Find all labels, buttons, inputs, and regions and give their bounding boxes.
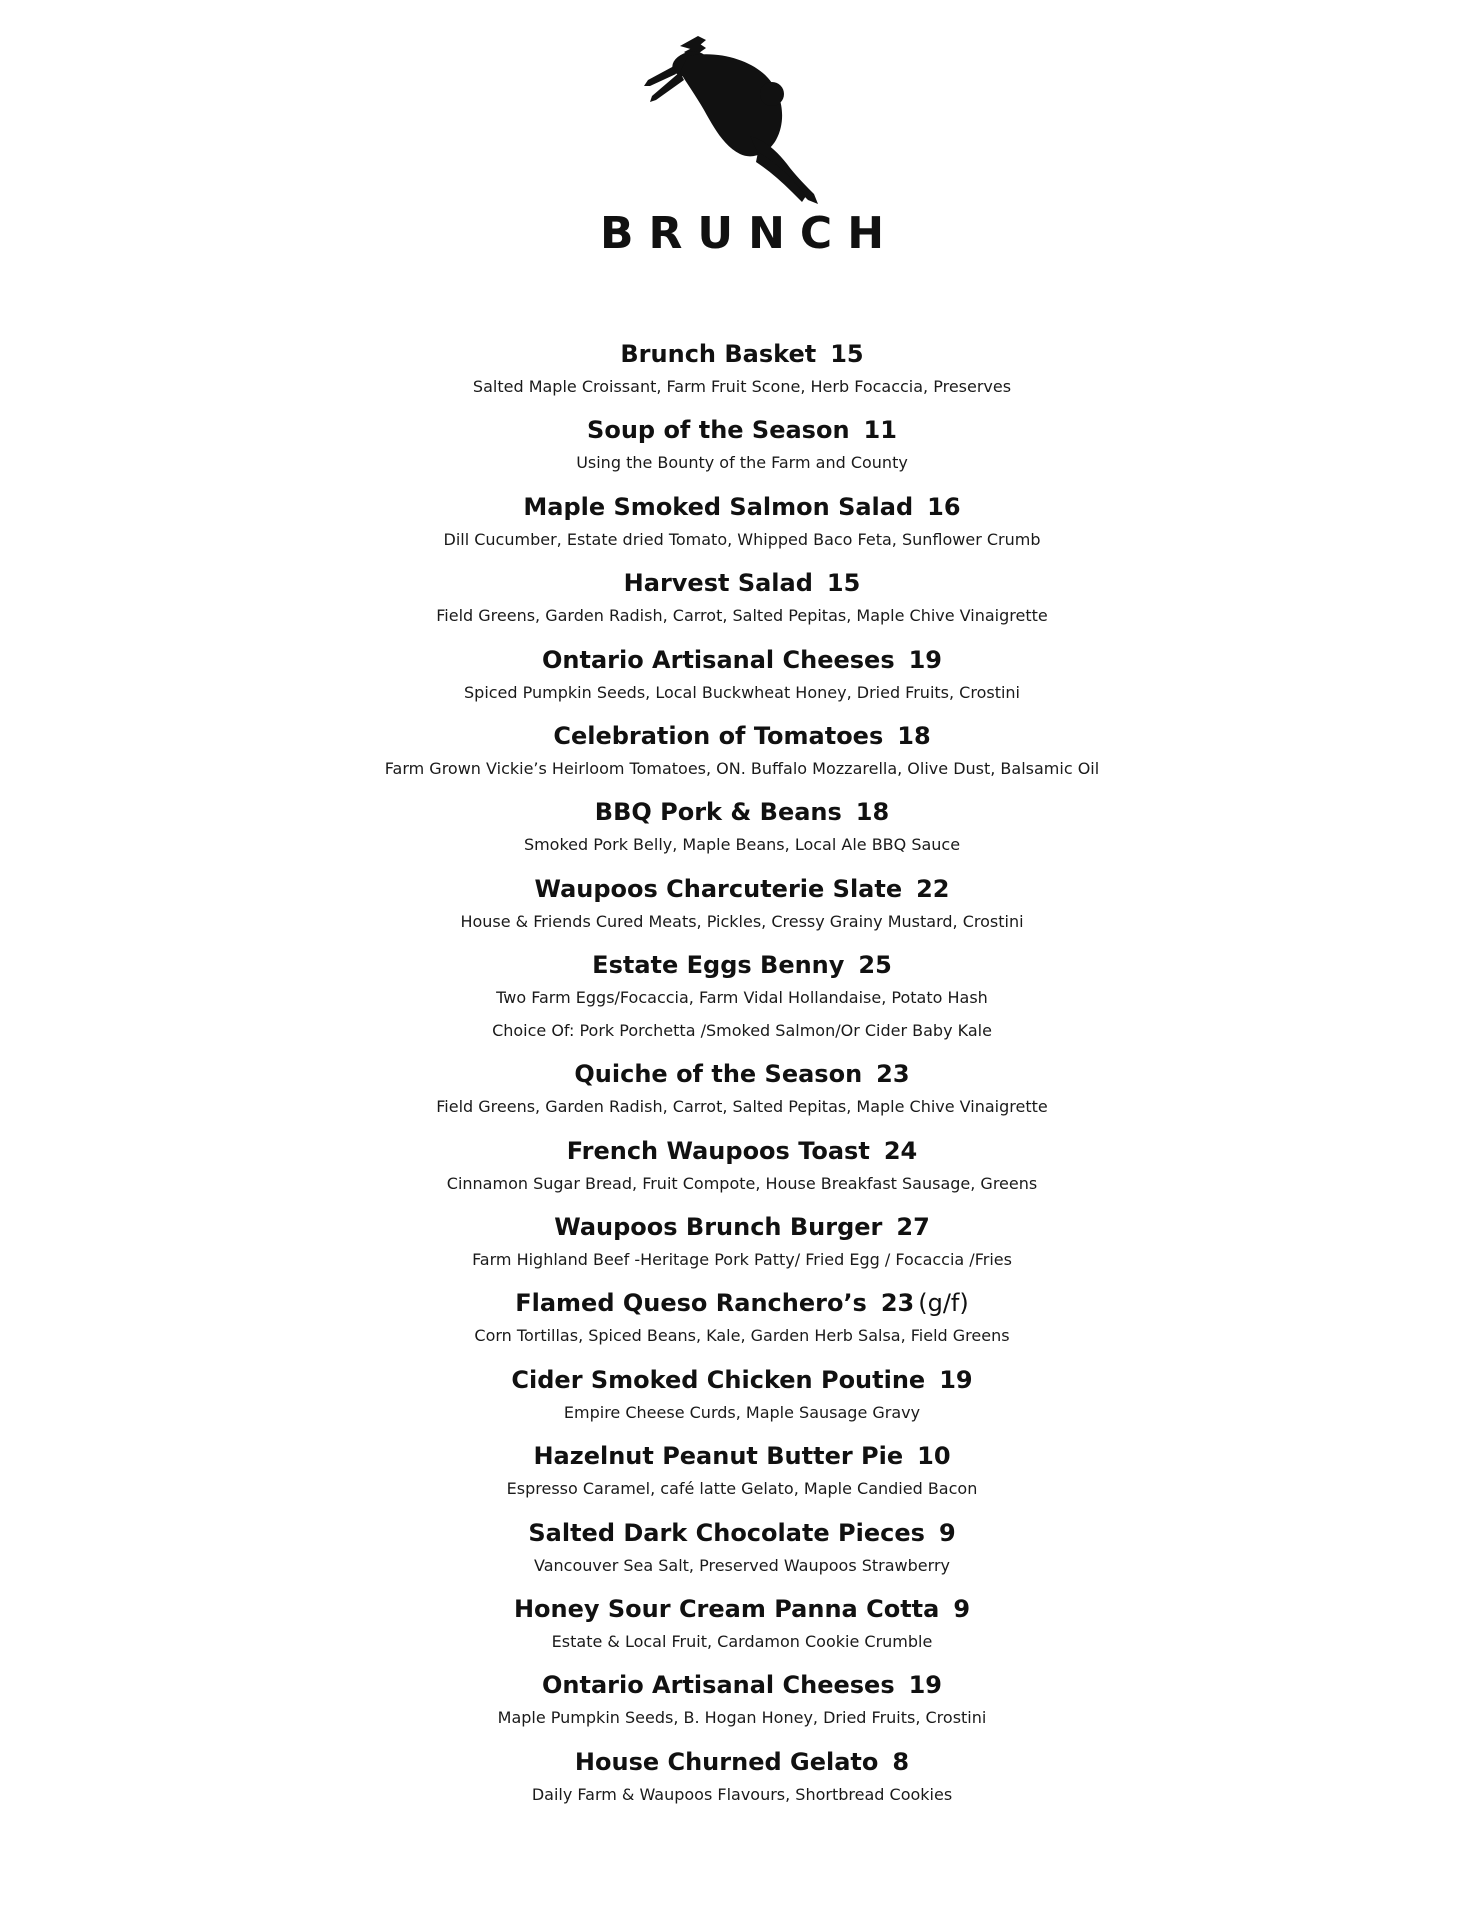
menu-item	[0, 1440, 1484, 1516]
menu-item-price: 23	[876, 1060, 910, 1089]
menu-item-description: Maple Pumpkin Seeds, B. Hogan Honey, Dried Fruits, Crostini	[497, 1708, 987, 1728]
menu-item-name: Honey Sour Cream Panna Cotta	[513, 1595, 940, 1624]
menu-item-heading	[0, 1287, 1484, 1319]
menu-item	[0, 414, 1484, 490]
menu-item-heading	[0, 1058, 1484, 1090]
menu-item	[0, 796, 1484, 872]
menu-item-description: Smoked Pork Belly, Maple Beans, Local Ale BBQ Sauce	[523, 835, 961, 855]
menu-item-price: 25	[858, 951, 892, 980]
menu-item-name: Estate Eggs Benny	[592, 951, 845, 980]
menu-item-name: Salted Dark Chocolate Pieces	[528, 1518, 925, 1547]
menu-item-heading	[0, 1211, 1484, 1243]
menu-item-description: Spiced Pumpkin Seeds, Local Buckwheat Honey, Dried Fruits, Crostini	[464, 682, 1020, 702]
menu-item-price: 27	[896, 1213, 930, 1242]
menu-item-price: 19	[908, 645, 943, 674]
menu-item	[0, 1364, 1484, 1440]
menu-item	[0, 644, 1484, 720]
menu-item-description: Salted Maple Croissant, Farm Fruit Scone, Herb Focaccia, Preserves	[472, 377, 1012, 396]
menu-item-heading	[0, 1593, 1484, 1625]
leaping-hare-icon	[640, 36, 855, 206]
menu-item-heading	[0, 1517, 1484, 1549]
menu-item	[0, 338, 1484, 414]
menu-item-description: Two Farm Eggs/Focaccia, Farm Vidal Hollandaise, Potato Hash	[496, 988, 988, 1008]
menu-item-price: 16	[927, 492, 961, 521]
menu-item	[0, 1058, 1484, 1134]
menu-item-name: French Waupoos Toast	[566, 1136, 870, 1165]
menu-item	[0, 1669, 1484, 1745]
menu-item-name: Ontario Artisanal Cheeses	[541, 1671, 895, 1700]
menu-item-description: Corn Tortillas, Spiced Beans, Kale, Garden Herb Salsa, Field Greens	[474, 1326, 1010, 1346]
menu-item	[0, 491, 1484, 567]
menu-item-price: 24	[883, 1136, 918, 1165]
menu-item-heading	[0, 1364, 1484, 1396]
menu-item-heading	[0, 338, 1484, 370]
menu-title: BRUNCH	[599, 208, 900, 259]
menu-item-name: Hazelnut Peanut Butter Pie	[533, 1442, 904, 1471]
menu-item-description: Farm Grown Vickie’s Heirloom Tomatoes, ON. Buffalo Mozzarella, Olive Dust, Balsamic Oil	[384, 758, 1100, 778]
menu-item	[0, 1135, 1484, 1211]
menu-item-description: Empire Cheese Curds, Maple Sausage Gravy	[563, 1402, 921, 1422]
menu-item-name: Brunch Basket	[620, 340, 817, 368]
menu-item-name: Flamed Queso Ranchero’s	[515, 1289, 867, 1318]
menu-item-name: Waupoos Brunch Burger	[554, 1213, 883, 1242]
menu-item-price: 23	[880, 1289, 915, 1318]
menu-item-price: 8	[892, 1747, 910, 1776]
menu-item-name: Ontario Artisanal Cheeses	[541, 645, 895, 674]
menu-item-description: Farm Highland Beef -Heritage Pork Patty/ Fried Egg / Focaccia /Fries	[472, 1250, 1012, 1270]
menu-item-name: House Churned Gelato	[574, 1747, 879, 1776]
menu-item-price: 19	[939, 1365, 973, 1394]
menu-item-description: Vancouver Sea Salt, Preserved Waupoos Strawberry	[534, 1555, 950, 1575]
menu-item-price: 22	[916, 874, 950, 903]
menu-item-name: Waupoos Charcuterie Slate	[534, 874, 903, 903]
menu-item	[0, 1211, 1484, 1287]
menu-item-price: 9	[953, 1595, 971, 1624]
menu-item-heading	[0, 873, 1484, 905]
menu-item-description: Cinnamon Sugar Bread, Fruit Compote, House Breakfast Sausage, Greens	[446, 1173, 1038, 1193]
menu-item-price: 11	[863, 416, 897, 445]
menu-item-description: Estate & Local Fruit, Cardamon Cookie Crumble	[551, 1632, 933, 1652]
menu-item-description: Field Greens, Garden Radish, Carrot, Salted Pepitas, Maple Chive Vinaigrette	[436, 1097, 1048, 1117]
menu-item-heading	[0, 1135, 1484, 1167]
menu-item-price: 15	[830, 340, 864, 368]
menu-item-price: 10	[917, 1442, 951, 1471]
menu-item	[0, 567, 1484, 643]
menu-item-heading	[0, 491, 1484, 523]
menu-item-description: Using the Bounty of the Farm and County	[576, 453, 908, 473]
menu-item-description: Daily Farm & Waupoos Flavours, Shortbread Cookies	[531, 1784, 953, 1804]
menu-item-name: Soup of the Season	[587, 416, 850, 445]
menu-item	[0, 949, 1484, 1058]
menu-item-name: Maple Smoked Salmon Salad	[523, 492, 914, 521]
menu-item	[0, 1517, 1484, 1593]
menu-item	[0, 1593, 1484, 1669]
menu-item-name: Quiche of the Season	[574, 1060, 863, 1089]
menu-item-name: Cider Smoked Chicken Poutine	[511, 1365, 926, 1394]
menu-item-description: Espresso Caramel, café latte Gelato, Maple Candied Bacon	[506, 1479, 978, 1499]
menu-item-heading	[0, 414, 1484, 446]
menu-item-price: 18	[855, 798, 890, 827]
menu-item-name: Celebration of Tomatoes	[553, 721, 884, 750]
menu-item-name: BBQ Pork & Beans	[594, 798, 842, 827]
menu-item-price: 9	[938, 1518, 956, 1547]
menu-item	[0, 873, 1484, 949]
menu-item-heading	[0, 1440, 1484, 1472]
menu-item	[0, 1287, 1484, 1363]
menu-item-heading	[0, 1746, 1484, 1778]
menu-item-description: Dill Cucumber, Estate dried Tomato, Whipped Baco Feta, Sunflower Crumb	[443, 529, 1041, 549]
menu-item-description: Choice Of: Pork Porchetta /Smoked Salmon/Or Cider Baby Kale	[492, 1021, 992, 1041]
menu-item-name: Harvest Salad	[623, 569, 813, 598]
menu-item-description: House & Friends Cured Meats, Pickles, Cressy Grainy Mustard, Crostini	[460, 911, 1024, 931]
menu-item-note: (g/f)	[918, 1289, 969, 1318]
menu-item-price: 18	[897, 721, 931, 750]
menu-item-heading	[0, 1669, 1484, 1701]
menu-item-description: Field Greens, Garden Radish, Carrot, Salted Pepitas, Maple Chive Vinaigrette	[436, 606, 1048, 626]
menu-item	[0, 1746, 1484, 1822]
menu-item	[0, 720, 1484, 796]
menu-item-heading	[0, 720, 1484, 752]
menu-item-price: 19	[908, 1671, 943, 1700]
menu-item-heading	[0, 796, 1484, 828]
menu-item-heading	[0, 644, 1484, 676]
menu-item-heading	[0, 949, 1484, 981]
menu-items-list	[0, 338, 1484, 1822]
menu-item-heading	[0, 567, 1484, 599]
menu-item-price: 15	[826, 569, 861, 598]
